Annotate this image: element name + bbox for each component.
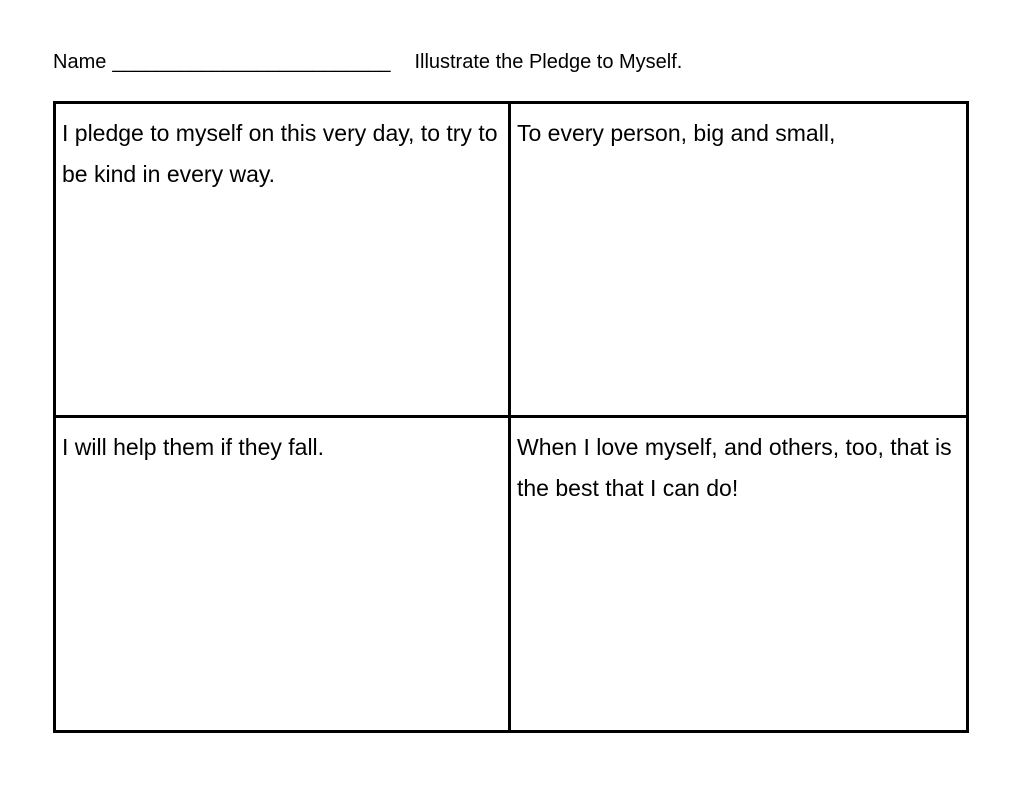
panel-3 — [56, 418, 511, 730]
worksheet-header — [53, 49, 682, 75]
panel-4 — [511, 418, 966, 730]
panel-3-text: I will help them if they fall. — [62, 434, 325, 460]
name-label: Name — [53, 51, 107, 73]
panel-1-text: I pledge to myself on this very day, to try to be kind in every way. — [62, 120, 498, 187]
panel-2 — [511, 104, 966, 418]
panel-1 — [56, 104, 511, 418]
illustration-grid — [53, 101, 969, 733]
name-blank-line: _________________________ — [112, 51, 391, 73]
panel-2-text: To every person, big and small, — [517, 120, 836, 146]
panel-4-text: When I love myself, and others, too, that is the best that I can do! — [517, 434, 952, 501]
worksheet-instruction: Illustrate the Pledge to Myself. — [414, 51, 683, 73]
